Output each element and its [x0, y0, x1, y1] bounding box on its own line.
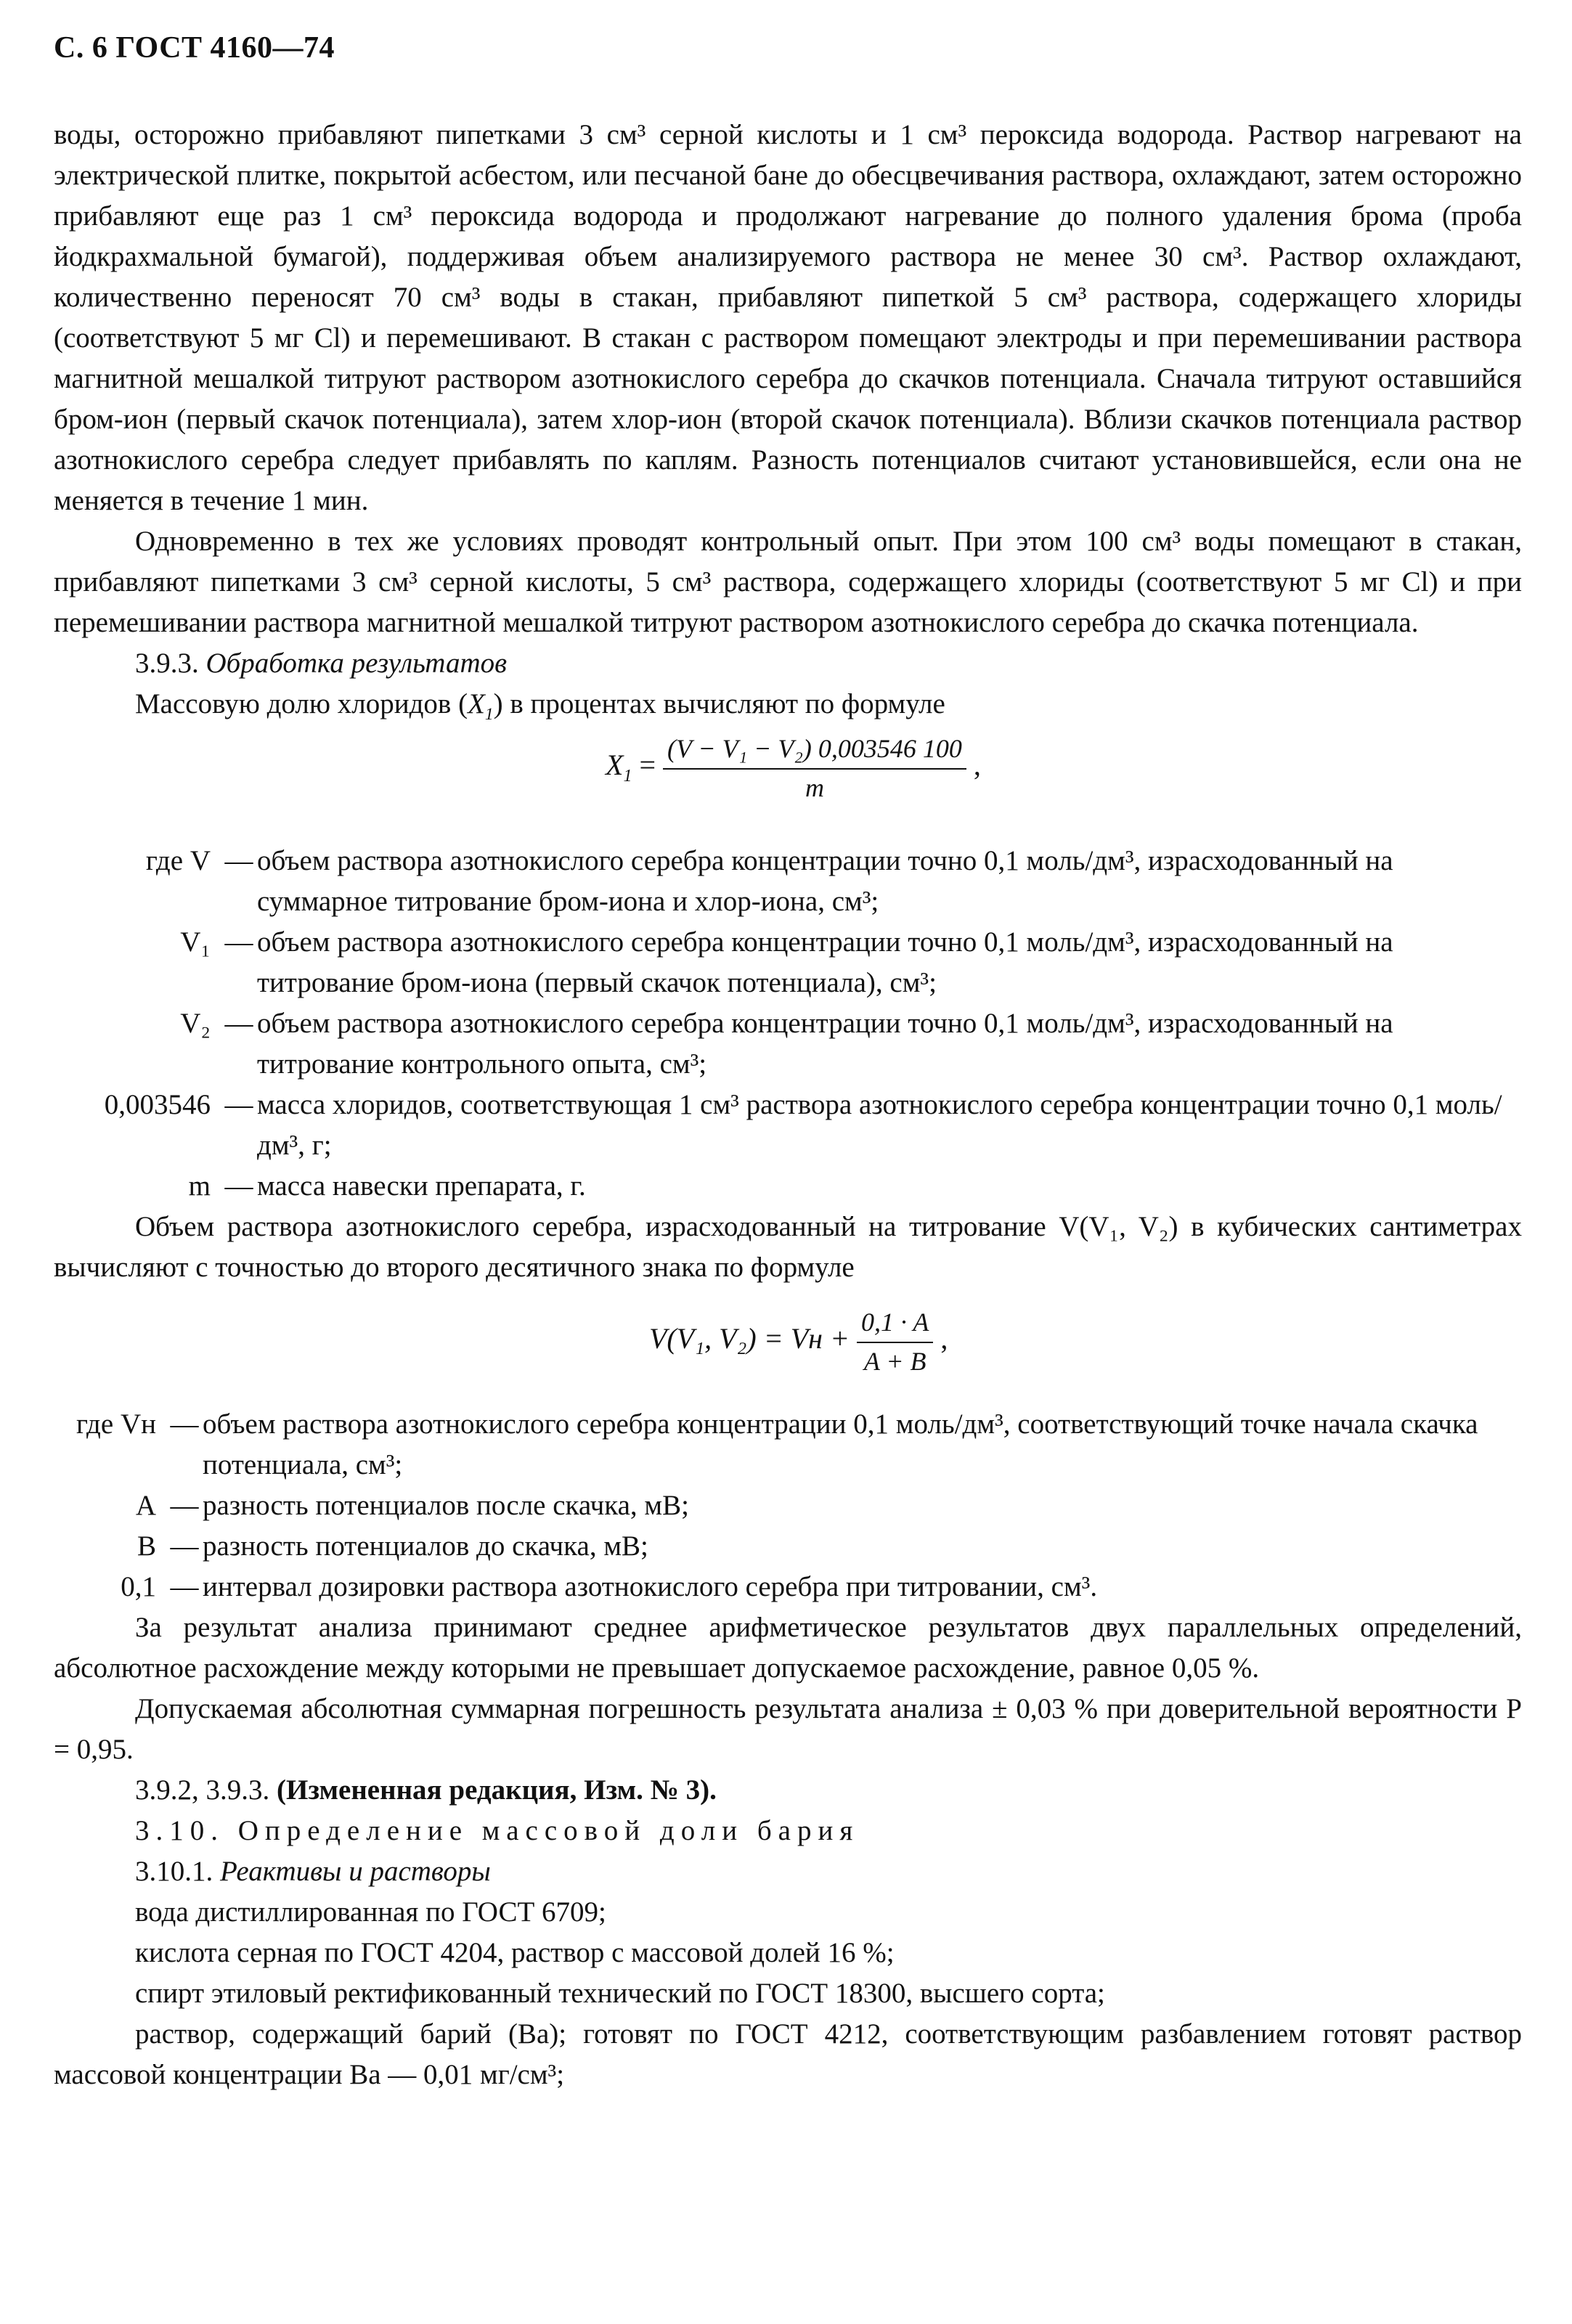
formula-x1 [54, 725, 1522, 841]
definition-symbol: V₂ [180, 1008, 211, 1039]
paragraph: Допускаемая абсолютная суммарная погрешность результата анализа ± 0,03 % при доверительной вероятности P = 0,95. [54, 1693, 1522, 1765]
section-heading-3-10: 3.10. Определение массовой доли бария [135, 1815, 860, 1846]
formula-volume [54, 1288, 1522, 1404]
page-header: С. 6 ГОСТ 4160—74 [54, 31, 335, 65]
definition-symbol: V₁ [180, 926, 211, 958]
reagent-item: кислота серная по ГОСТ 4204, раствор с массовой долей 16 %; [135, 1937, 895, 1968]
definition-text: объем раствора азотнокислого серебра концентрации точно 0,1 моль/дм³, израсходованный на титрование бром-иона (первый скачок потенциала), см³; [257, 926, 1393, 998]
definition-text: разность потенциалов до скачка, мВ; [203, 1530, 648, 1562]
reagent-item: раствор, содержащий барий (Ba); готовят по ГОСТ 4212, соответствующим разбавлением готовят раствор массовой концентрации Ba — 0,01 мг/см³; [54, 2018, 1522, 2090]
formula-denominator: m [805, 773, 824, 802]
formula-lhs: $X_1$ [606, 749, 632, 786]
definition-text: разность потенциалов после скачка, мВ; [203, 1490, 689, 1521]
paragraph: Одновременно в тех же условиях проводят контрольный опыт. При этом 100 см³ воды помещают в стакан, прибавляют пипетками 3 см³ серной кислоты, 5 см³ раствора, содержащего хлориды (соответствуют 5 мг Cl) и при перемешивании раствора магнитной мешалкой титруют раствором азотнокислого серебра до скачка потенциала. [54, 526, 1522, 638]
paragraph: Массовую долю хлоридов $(X_1)$ в процентах вычисляют по формуле [135, 688, 945, 724]
definition-text: объем раствора азотнокислого серебра концентрации точно 0,1 моль/дм³, израсходованный на суммарное титрование бром-иона и хлор-иона, см³; [257, 845, 1393, 917]
definition-text: масса хлоридов, соответствующая 1 см³ раствора азотнокислого серебра концентрации точно 0,1 моль/дм³, г; [257, 1089, 1502, 1161]
section-heading-3-10-1 [54, 1851, 1522, 1892]
section-number: 3.9.3. [135, 648, 199, 679]
definition-symbol: m [188, 1170, 211, 1202]
paragraph: Объем раствора азотнокислого серебра, израсходованный на титрование V(V₁, V₂) в кубических сантиметрах вычисляют с точностью до второго десятичного знака по формуле [54, 1211, 1522, 1283]
definition-dash: — [170, 1571, 199, 1602]
definition-symbol: A [135, 1490, 156, 1521]
section-heading-3-9-3 [54, 643, 1522, 684]
paragraph: воды, осторожно прибавляют пипетками 3 см³ серной кислоты и 1 см³ пероксида водорода. Раствор нагревают на электрической плитке, покрытой асбестом, или песчаной бане до обесцвечивания раствора, охлаждают, затем осторожно прибавляют еще раз 1 см³ пероксида водорода и продолжают нагревание до полного удаления брома (проба йодкрахмальной бумагой), поддерживая объем анализируемого раствора не менее 30 см³. Раствор охлаждают, количественно переносят 70 см³ воды в стакан, прибавляют пипеткой 5 см³ раствора, содержащего хлориды (соответствуют 5 мг Cl) и перемешивают. В стакан с раствором помещают электроды и при перемешивании раствора магнитной мешалкой титруют раствором азотнокислого серебра до скачков потенциала. Сначала титруют оставшийся бром-ион (первый скачок потенциала), затем хлор-ион (второй скачок потенциала). Вблизи скачков потенциала раствор азотнокислого серебра следует прибавлять по каплям. Разность потенциалов считают установившейся, если она не меняется в течение 1 мин. [54, 119, 1522, 516]
formula-denominator: A + B [863, 1347, 926, 1376]
symbol-x1: $X_1$ [468, 688, 494, 724]
definition-symbol: B [137, 1530, 156, 1562]
definition-dash: — [170, 1408, 199, 1440]
paragraph: За результат анализа принимают среднее арифметическое результатов двух параллельных определений, абсолютное расхождение между которыми не превышает допускаемое расхождение, равное 0,05 %. [54, 1612, 1522, 1684]
formula-fraction [857, 1305, 933, 1378]
definition-symbol: где Vн [76, 1408, 156, 1440]
definition-text: объем раствора азотнокислого серебра концентрации точно 0,1 моль/дм³, израсходованный на титрование контрольного опыта, см³; [257, 1008, 1393, 1080]
definition-symbol: где V [145, 845, 211, 876]
reagent-item: вода дистиллированная по ГОСТ 6709; [135, 1896, 606, 1928]
amendment-label: (Измененная редакция, Изм. № 3). [277, 1774, 717, 1806]
section-title: Реактивы и растворы [220, 1856, 491, 1887]
formula-tail: , [973, 749, 981, 782]
formula-lhs: V(V₁, V₂) = Vн + [649, 1322, 850, 1355]
definition-dash: — [224, 926, 253, 958]
definitions-list-1 [54, 841, 1522, 1207]
definition-dash: — [224, 1008, 253, 1039]
definition-dash: — [170, 1490, 199, 1521]
definition-symbol: 0,003546 [104, 1089, 211, 1120]
definitions-list-2 [54, 1404, 1522, 1607]
reagent-item: спирт этиловый ректификованный технический по ГОСТ 18300, высшего сорта; [135, 1978, 1105, 2009]
formula-numerator: (V − V₁ − V₂) 0,003546 100 [663, 732, 966, 770]
formula-numerator: 0,1 · A [857, 1305, 933, 1343]
definition-dash: — [170, 1530, 199, 1562]
definition-dash: — [224, 845, 253, 876]
definition-text: масса навески препарата, г. [257, 1170, 586, 1202]
definition-text: объем раствора азотнокислого серебра концентрации 0,1 моль/дм³, соответствующий точке начала скачка потенциала, см³; [203, 1408, 1478, 1480]
document-body [54, 115, 1522, 2095]
formula-equals: = [639, 749, 656, 782]
definition-dash: — [224, 1089, 253, 1120]
amendment-note: 3.9.2, 3.9.3. (Измененная редакция, Изм. № 3). [135, 1774, 717, 1806]
definition-dash: — [224, 1170, 253, 1202]
definition-text: интервал дозировки раствора азотнокислого серебра при титровании, см³. [203, 1571, 1098, 1602]
definition-symbol: 0,1 [121, 1571, 156, 1602]
formula-fraction [663, 732, 966, 804]
section-title: Обработка результатов [205, 648, 508, 679]
formula-tail: , [940, 1322, 948, 1355]
section-number: 3.10.1. [135, 1856, 213, 1887]
